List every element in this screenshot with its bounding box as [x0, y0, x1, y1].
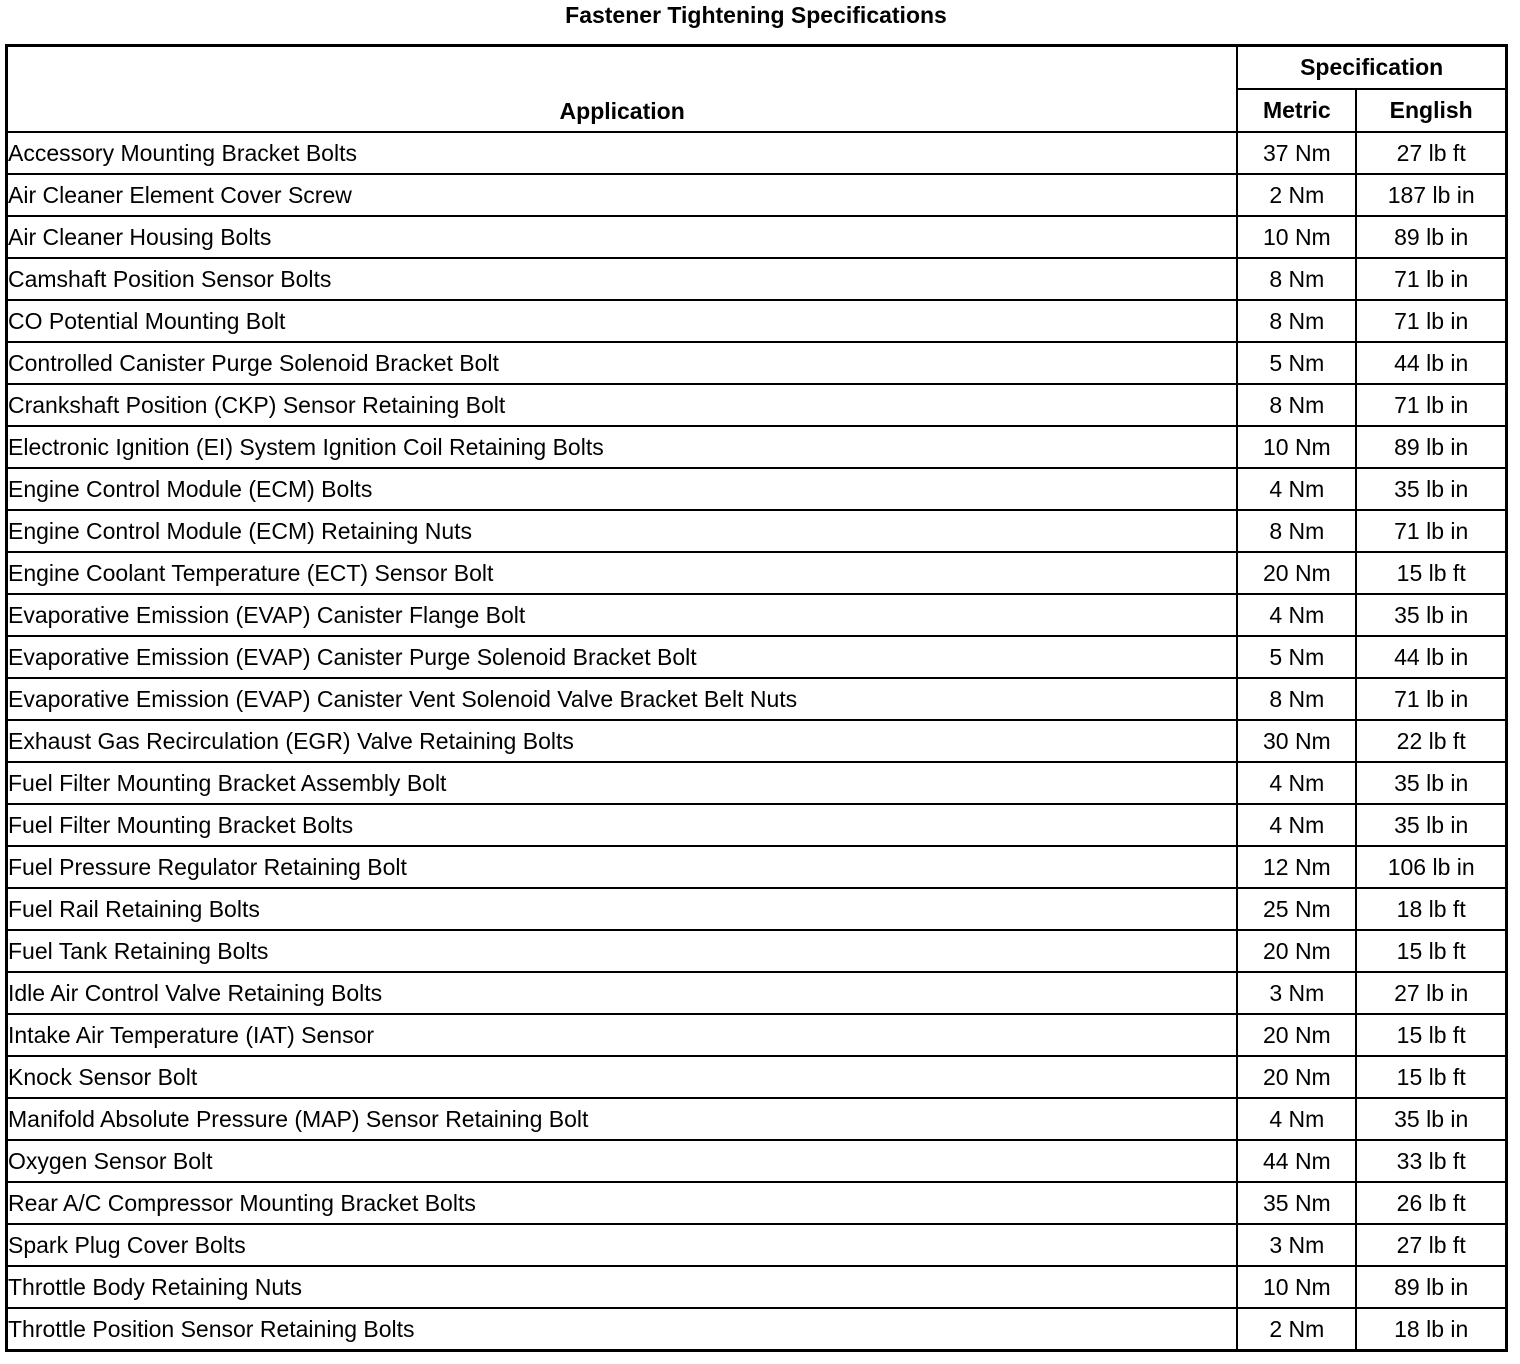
metric-cell: 35 Nm: [1237, 1182, 1356, 1224]
english-cell: 71 lb in: [1356, 384, 1506, 426]
table-header: [7, 46, 1507, 133]
application-cell: Evaporative Emission (EVAP) Canister Purge Solenoid Bracket Bolt: [7, 636, 1238, 678]
english-cell: 71 lb in: [1356, 300, 1506, 342]
english-cell: 26 lb ft: [1356, 1182, 1506, 1224]
table-row: [7, 510, 1507, 552]
application-column-header: Application: [7, 46, 1238, 133]
table-row: [7, 174, 1507, 216]
table-row: [7, 1308, 1507, 1351]
table-row: [7, 300, 1507, 342]
metric-cell: 4 Nm: [1237, 762, 1356, 804]
metric-cell: 4 Nm: [1237, 1098, 1356, 1140]
table-row: [7, 1056, 1507, 1098]
header-row-top: [7, 46, 1507, 90]
table-row: [7, 1140, 1507, 1182]
english-cell: 15 lb ft: [1356, 1056, 1506, 1098]
application-cell: Evaporative Emission (EVAP) Canister Flange Bolt: [7, 594, 1238, 636]
metric-cell: 12 Nm: [1237, 846, 1356, 888]
specification-column-header: Specification: [1237, 46, 1506, 90]
metric-cell: 3 Nm: [1237, 972, 1356, 1014]
metric-cell: 2 Nm: [1237, 1308, 1356, 1351]
application-cell: Throttle Position Sensor Retaining Bolts: [7, 1308, 1238, 1351]
english-cell: 15 lb ft: [1356, 930, 1506, 972]
metric-cell: 20 Nm: [1237, 1014, 1356, 1056]
english-cell: 27 lb in: [1356, 972, 1506, 1014]
english-cell: 33 lb ft: [1356, 1140, 1506, 1182]
table-row: [7, 132, 1507, 174]
table-row: [7, 384, 1507, 426]
metric-cell: 25 Nm: [1237, 888, 1356, 930]
metric-cell: 4 Nm: [1237, 468, 1356, 510]
english-cell: 15 lb ft: [1356, 552, 1506, 594]
table-row: [7, 216, 1507, 258]
application-cell: Rear A/C Compressor Mounting Bracket Bolts: [7, 1182, 1238, 1224]
table-row: [7, 846, 1507, 888]
metric-cell: 8 Nm: [1237, 258, 1356, 300]
metric-cell: 10 Nm: [1237, 426, 1356, 468]
metric-cell: 5 Nm: [1237, 636, 1356, 678]
table-row: [7, 930, 1507, 972]
application-cell: Controlled Canister Purge Solenoid Bracket Bolt: [7, 342, 1238, 384]
metric-cell: 4 Nm: [1237, 594, 1356, 636]
english-cell: 27 lb ft: [1356, 1224, 1506, 1266]
application-cell: Engine Coolant Temperature (ECT) Sensor Bolt: [7, 552, 1238, 594]
metric-cell: 8 Nm: [1237, 300, 1356, 342]
application-cell: Throttle Body Retaining Nuts: [7, 1266, 1238, 1308]
application-cell: Evaporative Emission (EVAP) Canister Vent Solenoid Valve Bracket Belt Nuts: [7, 678, 1238, 720]
metric-cell: 8 Nm: [1237, 678, 1356, 720]
application-cell: Engine Control Module (ECM) Bolts: [7, 468, 1238, 510]
english-cell: 71 lb in: [1356, 258, 1506, 300]
table-row: [7, 258, 1507, 300]
table-row: [7, 636, 1507, 678]
application-cell: Intake Air Temperature (IAT) Sensor: [7, 1014, 1238, 1056]
english-cell: 27 lb ft: [1356, 132, 1506, 174]
page-title: Fastener Tightening Specifications: [565, 2, 947, 28]
english-cell: 89 lb in: [1356, 426, 1506, 468]
english-cell: 187 lb in: [1356, 174, 1506, 216]
application-cell: Knock Sensor Bolt: [7, 1056, 1238, 1098]
english-cell: 44 lb in: [1356, 342, 1506, 384]
metric-cell: 8 Nm: [1237, 384, 1356, 426]
metric-cell: 44 Nm: [1237, 1140, 1356, 1182]
english-cell: 35 lb in: [1356, 762, 1506, 804]
application-cell: Camshaft Position Sensor Bolts: [7, 258, 1238, 300]
english-cell: 15 lb ft: [1356, 1014, 1506, 1056]
table-row: [7, 342, 1507, 384]
application-cell: Air Cleaner Housing Bolts: [7, 216, 1238, 258]
application-cell: Air Cleaner Element Cover Screw: [7, 174, 1238, 216]
table-row: [7, 888, 1507, 930]
english-cell: 35 lb in: [1356, 468, 1506, 510]
metric-cell: 10 Nm: [1237, 1266, 1356, 1308]
metric-cell: 2 Nm: [1237, 174, 1356, 216]
table-row: [7, 1098, 1507, 1140]
metric-cell: 8 Nm: [1237, 510, 1356, 552]
english-cell: 89 lb in: [1356, 216, 1506, 258]
english-cell: 18 lb ft: [1356, 888, 1506, 930]
application-cell: Fuel Filter Mounting Bracket Assembly Bolt: [7, 762, 1238, 804]
metric-cell: 5 Nm: [1237, 342, 1356, 384]
metric-column-header: Metric: [1237, 89, 1356, 132]
application-cell: Idle Air Control Valve Retaining Bolts: [7, 972, 1238, 1014]
table-row: [7, 1266, 1507, 1308]
english-cell: 22 lb ft: [1356, 720, 1506, 762]
table-row: [7, 720, 1507, 762]
specifications-table: [5, 44, 1508, 1352]
application-cell: Manifold Absolute Pressure (MAP) Sensor Retaining Bolt: [7, 1098, 1238, 1140]
application-cell: Fuel Filter Mounting Bracket Bolts: [7, 804, 1238, 846]
application-cell: CO Potential Mounting Bolt: [7, 300, 1238, 342]
application-cell: Fuel Pressure Regulator Retaining Bolt: [7, 846, 1238, 888]
table-body: [7, 132, 1507, 1351]
english-cell: 18 lb in: [1356, 1308, 1506, 1351]
metric-cell: 37 Nm: [1237, 132, 1356, 174]
english-cell: 89 lb in: [1356, 1266, 1506, 1308]
application-cell: Fuel Tank Retaining Bolts: [7, 930, 1238, 972]
metric-cell: 20 Nm: [1237, 552, 1356, 594]
application-cell: Crankshaft Position (CKP) Sensor Retaining Bolt: [7, 384, 1238, 426]
metric-cell: 20 Nm: [1237, 930, 1356, 972]
application-cell: Accessory Mounting Bracket Bolts: [7, 132, 1238, 174]
english-column-header: English: [1356, 89, 1506, 132]
table-row: [7, 1014, 1507, 1056]
table-row: [7, 468, 1507, 510]
application-cell: Exhaust Gas Recirculation (EGR) Valve Retaining Bolts: [7, 720, 1238, 762]
table-row: [7, 762, 1507, 804]
table-row: [7, 1182, 1507, 1224]
english-cell: 71 lb in: [1356, 510, 1506, 552]
metric-cell: 30 Nm: [1237, 720, 1356, 762]
table-row: [7, 594, 1507, 636]
table-row: [7, 678, 1507, 720]
english-cell: 35 lb in: [1356, 804, 1506, 846]
application-cell: Fuel Rail Retaining Bolts: [7, 888, 1238, 930]
table-row: [7, 426, 1507, 468]
table-row: [7, 972, 1507, 1014]
application-cell: Spark Plug Cover Bolts: [7, 1224, 1238, 1266]
english-cell: 71 lb in: [1356, 678, 1506, 720]
english-cell: 35 lb in: [1356, 1098, 1506, 1140]
english-cell: 106 lb in: [1356, 846, 1506, 888]
table-row: [7, 1224, 1507, 1266]
table-row: [7, 804, 1507, 846]
english-cell: 44 lb in: [1356, 636, 1506, 678]
metric-cell: 10 Nm: [1237, 216, 1356, 258]
application-cell: Engine Control Module (ECM) Retaining Nuts: [7, 510, 1238, 552]
application-cell: Electronic Ignition (EI) System Ignition Coil Retaining Bolts: [7, 426, 1238, 468]
application-cell: Oxygen Sensor Bolt: [7, 1140, 1238, 1182]
table-row: [7, 552, 1507, 594]
english-cell: 35 lb in: [1356, 594, 1506, 636]
metric-cell: 3 Nm: [1237, 1224, 1356, 1266]
metric-cell: 4 Nm: [1237, 804, 1356, 846]
metric-cell: 20 Nm: [1237, 1056, 1356, 1098]
